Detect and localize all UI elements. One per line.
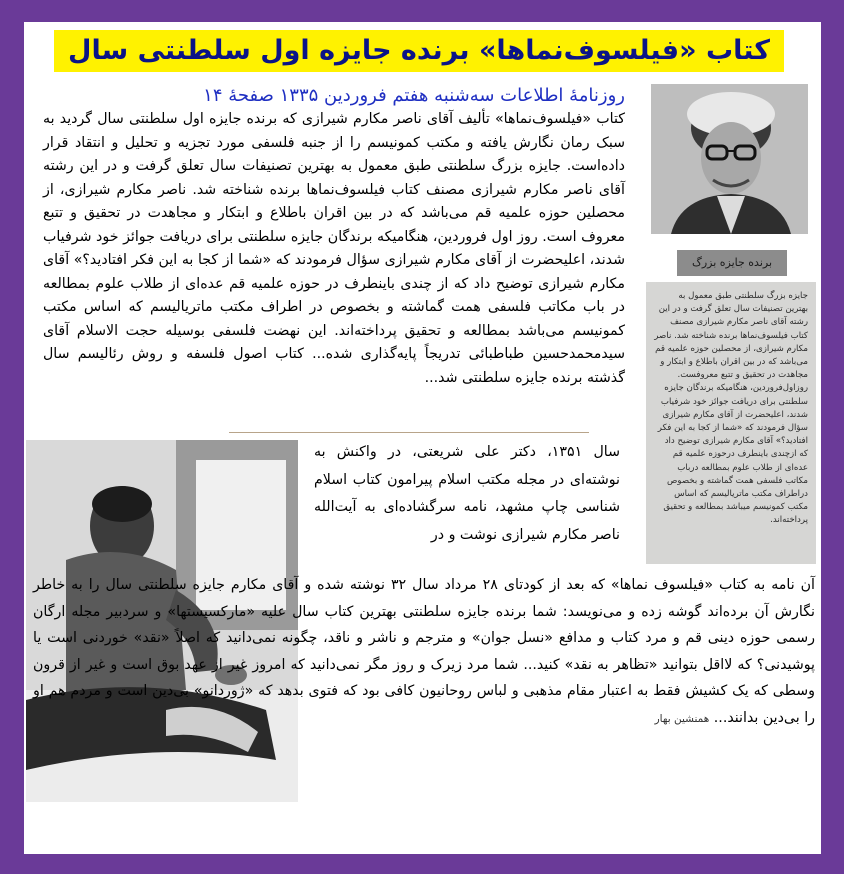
portrait-photo [651,84,808,234]
page-headline: کتاب «فیلسوف‌نماها» برنده جایزه اول سلطنتی سال [54,30,784,72]
page-frame [24,22,821,854]
newspaper-clipping [646,282,816,564]
newspaper-citation: روزنامهٔ اطلاعات سه‌شنبه هفتم فروردین ۱۳۳۵ صفحهٔ ۱۴ [203,85,625,106]
clipping-caption: برنده جایزه بزرگ [677,250,787,276]
article-paragraph-1: کتاب «فیلسوف‌نماها» تألیف آقای ناصر مکارم شیرازی که برنده جایزه اول سلطنتی سال گردید به سبک رمان نگارش یافته و مکتب کمونیسم را از جنبه فلسفی مورد تجزیه و تحلیل و انتقاد قرار داده‌است. جایزه بزرگ سلطنتی طبق معمول به بهترین تصنیفات سال تعلق گرفت و در این رشته آقای ناصر مکارم شیرازی مصنف کتاب فیلسوف‌نماها برنده شناخته شد. ناصر مکارم شیرازی، از محصلین حوزه علمیه قم می‌باشد که در بین اقران باطلاع و ابتکار و مجاهدت در تحقیق و تتبع معروف است. روز اول فروردین، هنگامیکه برندگان جایزه سلطنتی برای دریافت جوائز خود شرفیاب شدند، اعلیحضرت از آقای مکارم شیرازی سؤال فرمودند که «شما از کجا به این فکر افتادید؟» آقای مکارم شیرازی توضیح داد که از چندی باینطرف در حوزه علمیه قم عده‌ای از طلاب علوم بمطالعه در باب مکاتب فلسفی همت گماشته و بخصوص در اطراف مکتب ماتریالیسم که اساس مکتب کمونیسم می‌باشد بمطالعه و تحقیق پرداخته‌اند. این نهضت فلسفی بوسیله حجت الاسلام آقای سیدمحمدحسین طباطبائی تدریجاً پایه‌گذاری شده... کتاب اصول فلسفه و روش رئالیسم سال گذشته برنده جایزه سلطنتی شد... [43,111,625,386]
article-paragraph-2: سال ۱۳۵۱، دکتر علی شریعتی، در واکنش به نوشته‌ای در مجله مکتب اسلام پیرامون کتاب اسلام شناسی چاپ مشهد، نامه سرگشاده‌ای به آیت‌الله ناصر مکارم شیرازی نوشت و در [314,444,620,543]
article-paragraph-3-text: آن نامه به کتاب «فیلسوف نماها» که بعد از کودتای ۲۸ مرداد سال ۳۲ نوشته شده و آقای مکارم جایزه سلطنتی سال را به خاطر نگارش آن برده‌اند گوشه زده و می‌نویسد: شما برنده جایزه سلطنتی بهترین کتاب سال علیه «مارکسیستها» و سردبیر مجله ارگان رسمی حوزه دینی قم و مرد کتاب و مدافع «نسل جوان» و مترجم و ناشر و ناقد، چگونه نمی‌دانید که اصلاً «نقد» خوردنی است یا پوشیدنی؟ که لااقل بتوانید «تظاهر به نقد» کنید... شما مرد زیرک و روز مگر نمی‌دانید که امروز غیر از عهد بوق است و غیر از قرون وسطی که یک کشیش فقط به اعتبار مقام مذهبی و لباس روحانیون کافی بود که فتوی بدهد که «ژوردانو» بی‌دین است و مردم هم او را بی‌دین بدانند... [33,577,816,726]
clipping-text: جایزه بزرگ سلطنتی طبق معمول به بهترین تصنیفات سال تعلق گرفت و در این رشته آقای ناصر مکارم شیرازی مصنف کتاب فیلسوف‌نماها برنده شناخته شد. ناصر مکارم شیرازی، از محصلین حوزه علمیه قم می‌باشد که در بین اقران باطلاع و ابتکار و مجاهدت در تحقیق و تتبع معروفست. روزاول‌فروردین، هنگامیکه برندگان جایزه سلطنتی برای دریافت جوائز خود شرفیاب شدند، اعلیحضرت از آقای مکارم شیرازی سؤال فرمودند که «شما از کجا به این فکر افتادید؟» آقای مکارم شیرازی توضیح داد که ازچندی باینطرف درحوزه علمیه قم عده‌ای از طلاب علوم بمطالعه درباب مکاتب فلسفی همت گماشته و بخصوص دراطراف مکتب ماتریالیسم که اساس مکتب کمونیسم میباشد بمطالعه و تحقیق پرداخته‌اند. [654,291,808,526]
divider-rule [229,432,589,433]
portrait-illustration [651,84,808,234]
source-credit: همنشین بهار [654,712,710,725]
article-paragraph-3 [33,572,815,732]
